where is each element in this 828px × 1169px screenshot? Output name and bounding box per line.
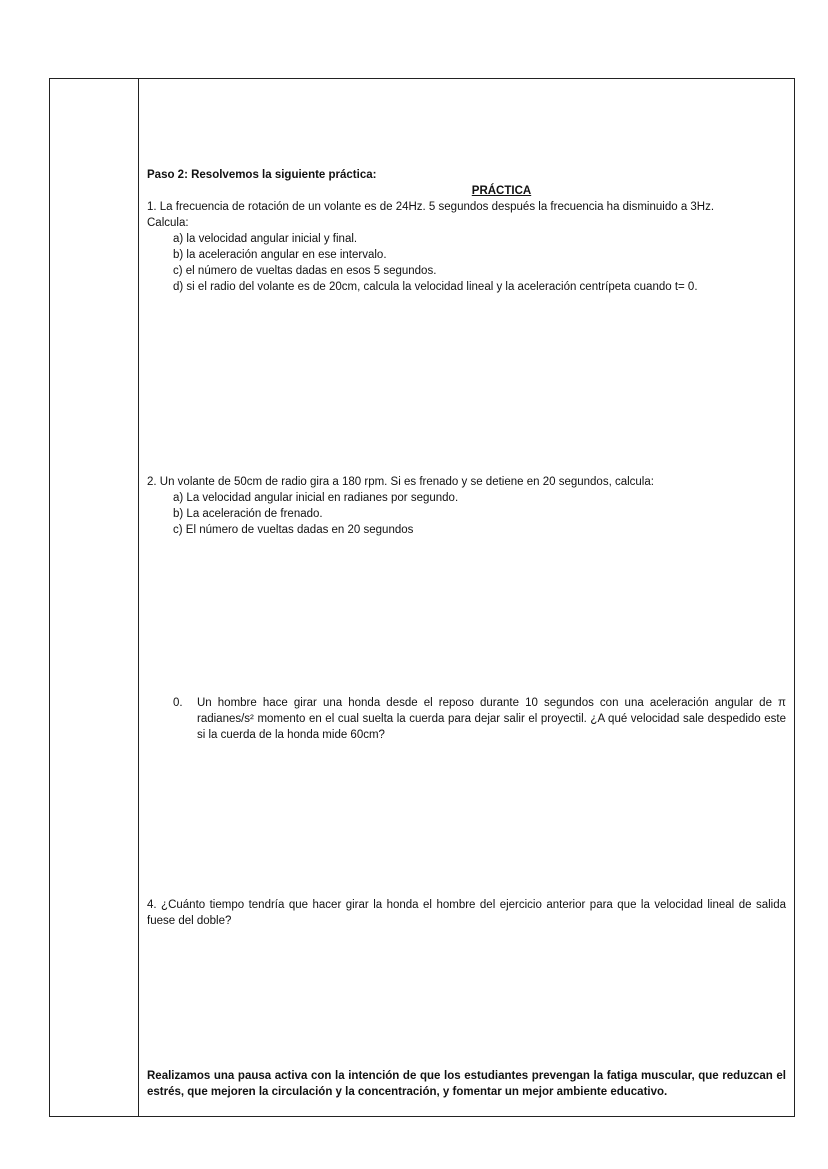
practice-title: PRÁCTICA bbox=[471, 185, 532, 197]
question-1-intro: 1. La frecuencia de rotación de un volante es de 24Hz. 5 segundos después la frecuencia ha disminuido a 3Hz. bbox=[147, 201, 715, 213]
question-1 bbox=[147, 199, 786, 295]
question-3-text: Un hombre hace girar una honda desde el reposo durante 10 segundos con una aceleración angular de π radianes/s² momento en el cual suelta la cuerda para dejar salir el proyectil. ¿A qué velocidad sale despedido este si la cuerda de la honda mide 60cm? bbox=[197, 697, 786, 741]
question-3-number: 0. bbox=[173, 697, 183, 709]
question-1-calcula: Calcula: bbox=[147, 217, 189, 229]
question-2-item-a: a) La velocidad angular inicial en radianes por segundo. bbox=[173, 492, 459, 504]
question-1-item-a: a) la velocidad angular inicial y final. bbox=[173, 233, 358, 245]
question-2-intro: 2. Un volante de 50cm de radio gira a 180 rpm. Si es frenado y se detiene en 20 segundos, calcula: bbox=[147, 476, 654, 488]
question-2-item-c: c) El número de vueltas dadas en 20 segundos bbox=[173, 524, 414, 536]
content-cell bbox=[147, 79, 786, 1116]
document-table bbox=[49, 78, 795, 1117]
question-4: 4. ¿Cuánto tiempo tendría que hacer girar la honda el hombre del ejercicio anterior para que la velocidad lineal de salida fuese del doble? bbox=[147, 899, 786, 927]
question-3 bbox=[147, 695, 786, 743]
question-1-item-b: b) la aceleración angular en ese intervalo. bbox=[173, 249, 387, 261]
question-1-item-c: c) el número de vueltas dadas en esos 5 segundos. bbox=[173, 265, 437, 277]
question-2-item-b: b) La aceleración de frenado. bbox=[173, 508, 323, 520]
closing-note: Realizamos una pausa activa con la intención de que los estudiantes prevengan la fatiga muscular, que reduzcan el estrés, que mejoren la circulación y la concentración, y fomentar un mejor ambiente educativo. bbox=[147, 1070, 786, 1098]
question-1-item-d: d) si el radio del volante es de 20cm, calcula la velocidad lineal y la aceleración centrípeta cuando t= 0. bbox=[173, 281, 698, 293]
step-heading: Paso 2: Resolvemos la siguiente práctica: bbox=[147, 169, 377, 181]
question-2 bbox=[147, 474, 786, 538]
left-column bbox=[50, 79, 139, 1116]
